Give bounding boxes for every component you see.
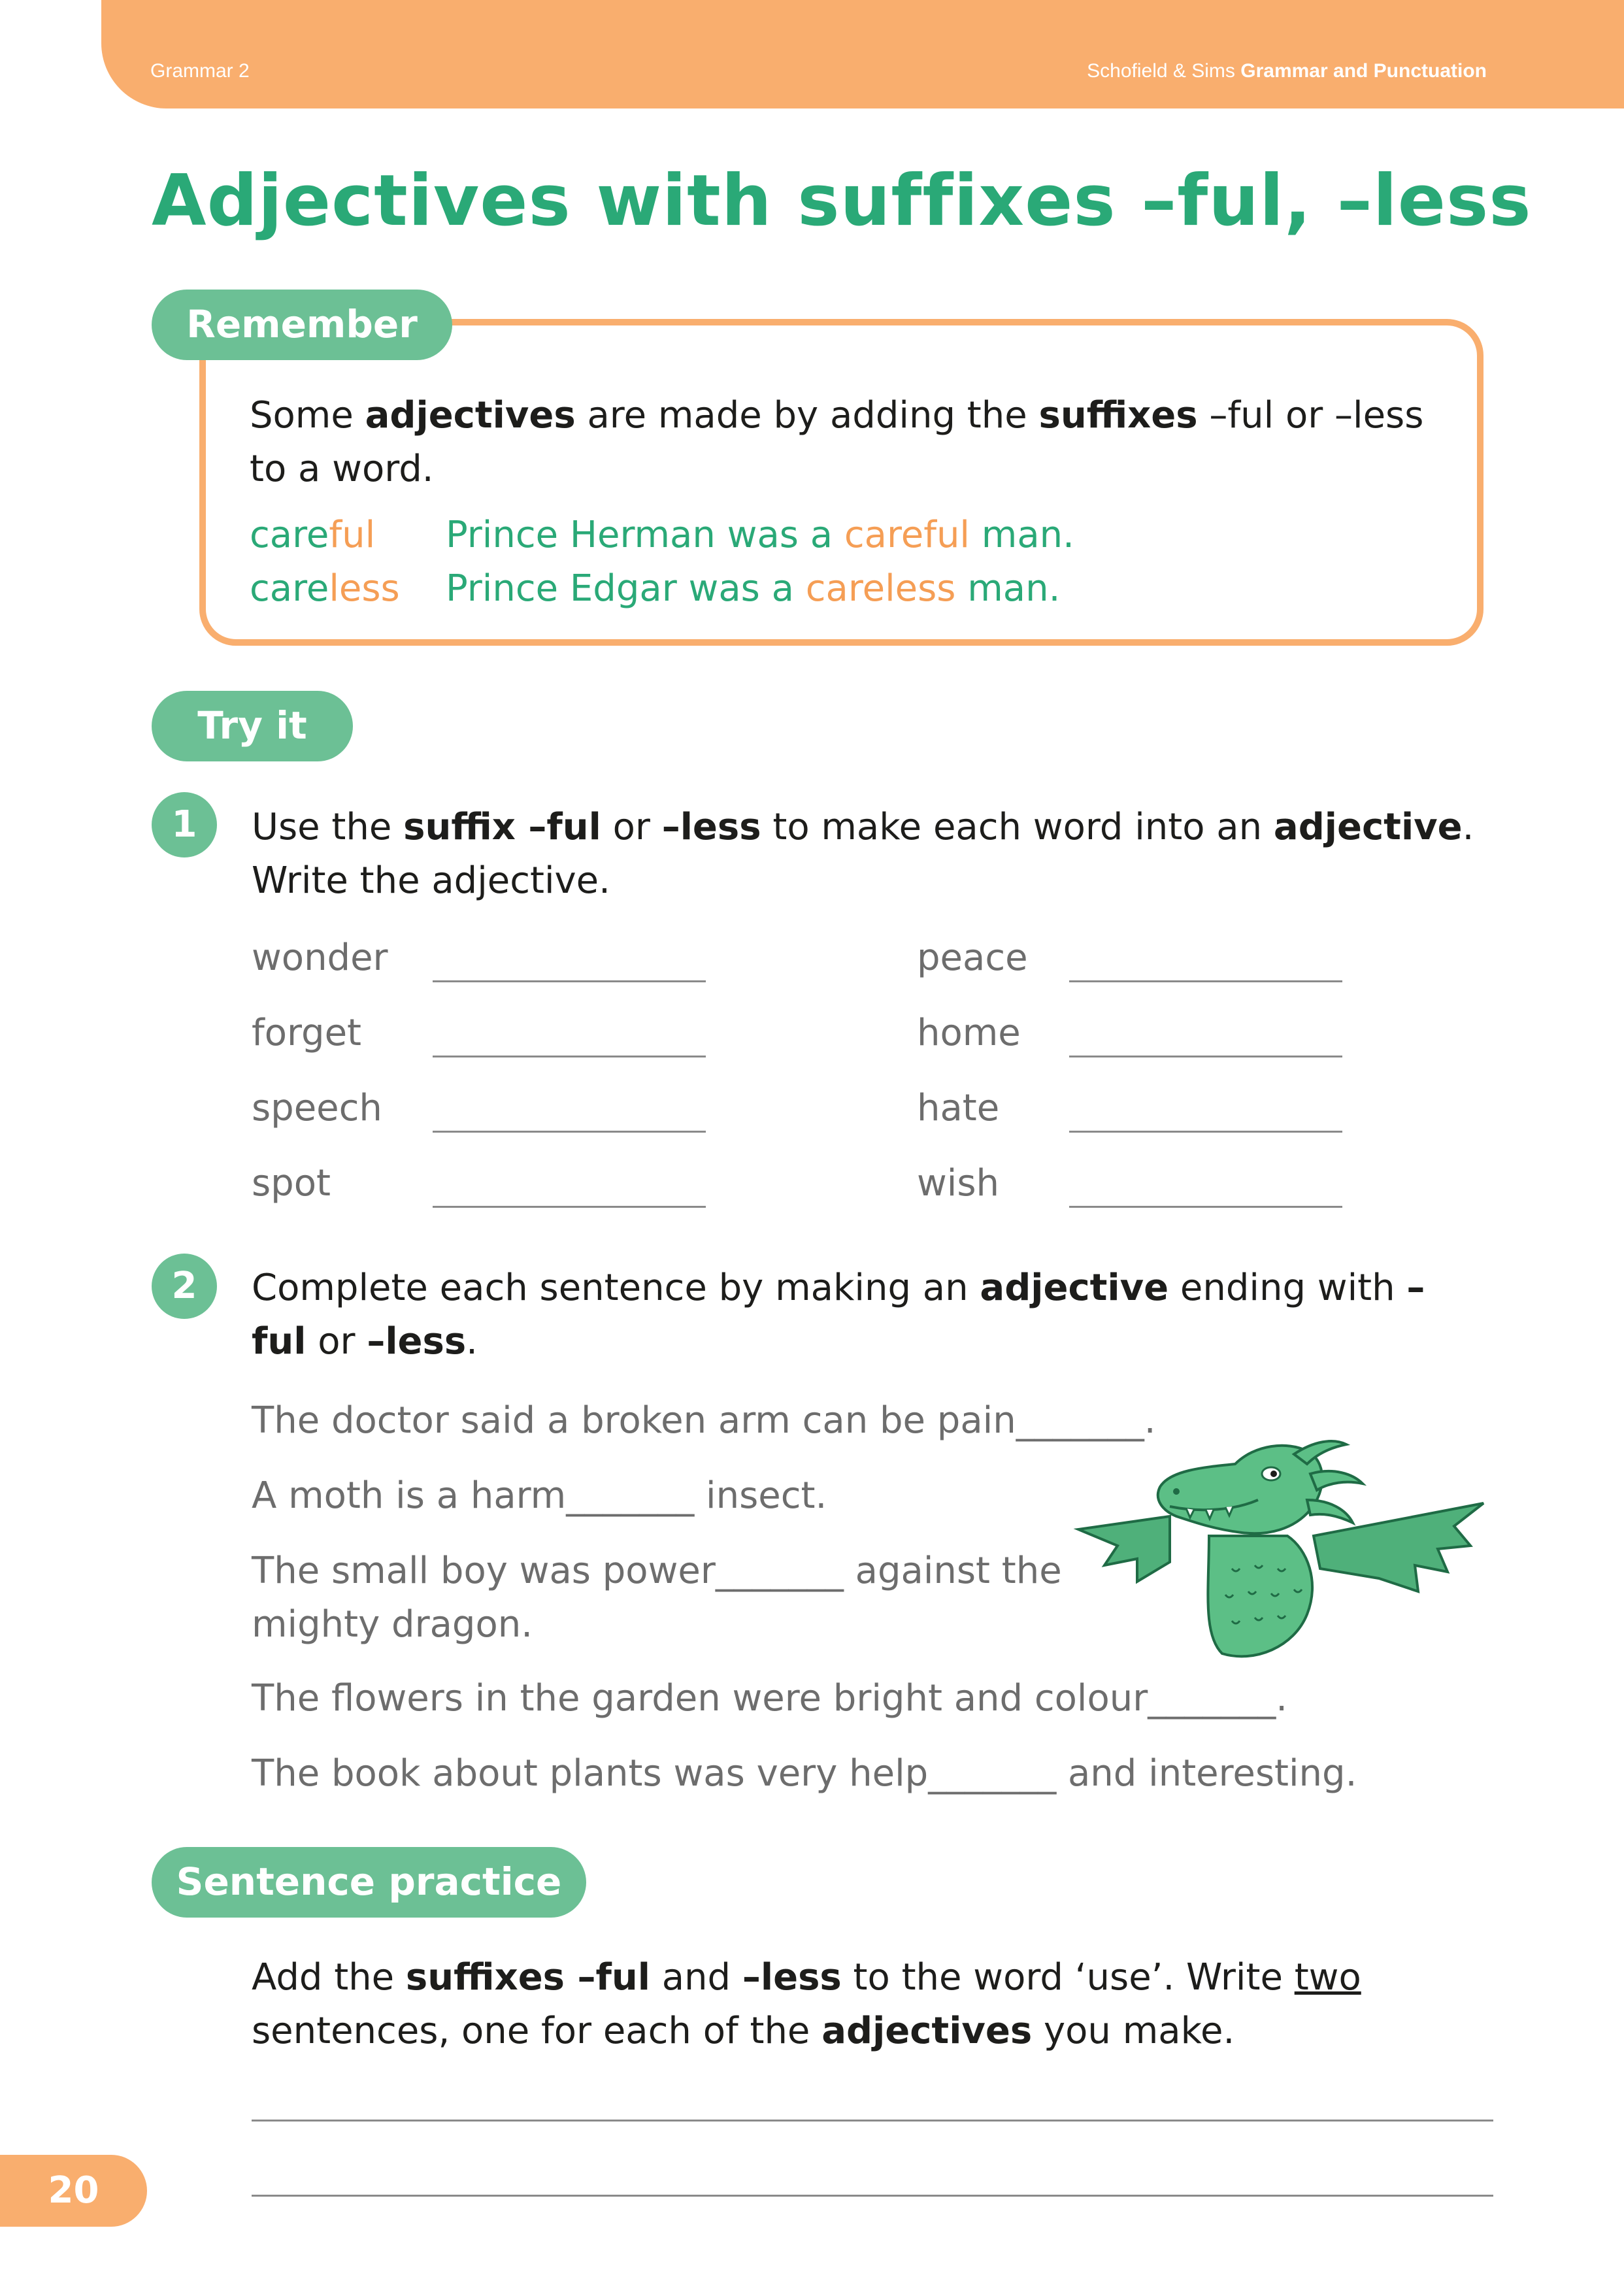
blank[interactable]: _______ (1016, 1399, 1144, 1442)
sentence-practice-instructions: Add the suffixes –ful and –less to the word ‘use’. Write two sentences, one for each of the adjectives you make. (252, 1956, 1361, 2052)
remember-label: Remember (152, 290, 452, 360)
word-speech: speech (252, 1087, 382, 1129)
page-title: Adjectives with suffixes –ful, –less (152, 160, 1532, 242)
publisher-name: Schofield & Sims (1087, 60, 1235, 82)
blank[interactable]: _______ (928, 1752, 1057, 1795)
header-band (101, 0, 1624, 108)
header-left-label: Grammar 2 (150, 60, 250, 82)
question-number-1: 1 (152, 792, 217, 857)
answer-line[interactable] (1069, 980, 1342, 982)
answer-line[interactable] (433, 1056, 706, 1057)
answer-line[interactable] (433, 980, 706, 982)
question-2-text: Complete each sentence by making an adjective ending with –ful or –less. (252, 1267, 1425, 1363)
word-home: home (917, 1012, 1021, 1054)
series-name: Grammar and Punctuation (1240, 60, 1487, 82)
word-wonder: wonder (252, 937, 388, 979)
question-number-2: 2 (152, 1254, 217, 1319)
page-number: 20 (0, 2155, 147, 2227)
blank[interactable]: _______ (566, 1474, 695, 1517)
answer-line[interactable] (1069, 1131, 1342, 1133)
example-word-careful: careful (250, 514, 376, 556)
sentence-4: The flowers in the garden were bright and colour_______. (252, 1677, 1288, 1720)
try-it-label: Try it (152, 691, 353, 761)
word-spot: spot (252, 1162, 331, 1205)
green-dragon-icon (1072, 1438, 1490, 1660)
header-right-label (1087, 60, 1487, 82)
sentence-5: The book about plants was very help_______ and interesting. (252, 1752, 1357, 1795)
word-hate: hate (917, 1087, 1000, 1129)
sentence-practice-label: Sentence practice (152, 1847, 586, 1918)
answer-line[interactable] (1069, 1056, 1342, 1057)
sentence-3: The small boy was power_______ against the (252, 1550, 1062, 1592)
sentence-2: A moth is a harm_______ insect. (252, 1474, 827, 1517)
example-sentence-careless: Prince Edgar was a careless man. (446, 567, 1061, 610)
writing-line[interactable] (252, 2195, 1493, 2197)
blank[interactable]: _______ (1148, 1677, 1276, 1720)
word-peace: peace (917, 937, 1028, 979)
answer-line[interactable] (433, 1131, 706, 1133)
blank[interactable]: _______ (715, 1550, 844, 1592)
word-wish: wish (917, 1162, 1000, 1205)
question-1-text: Use the suffix –ful or –less to make each word into an adjective. Write the adjective. (252, 806, 1474, 902)
sentence-1: The doctor said a broken arm can be pain_______. (252, 1399, 1156, 1442)
example-word-careless: careless (250, 567, 400, 610)
answer-line[interactable] (433, 1206, 706, 1208)
remember-text: Some adjectives are made by adding the suffixes –ful or –less to a word. (250, 394, 1424, 490)
example-sentence-careful: Prince Herman was a careful man. (446, 514, 1074, 556)
sentence-3-continued: mighty dragon. (252, 1603, 533, 1646)
word-forget: forget (252, 1012, 361, 1054)
writing-line[interactable] (252, 2120, 1493, 2121)
answer-line[interactable] (1069, 1206, 1342, 1208)
